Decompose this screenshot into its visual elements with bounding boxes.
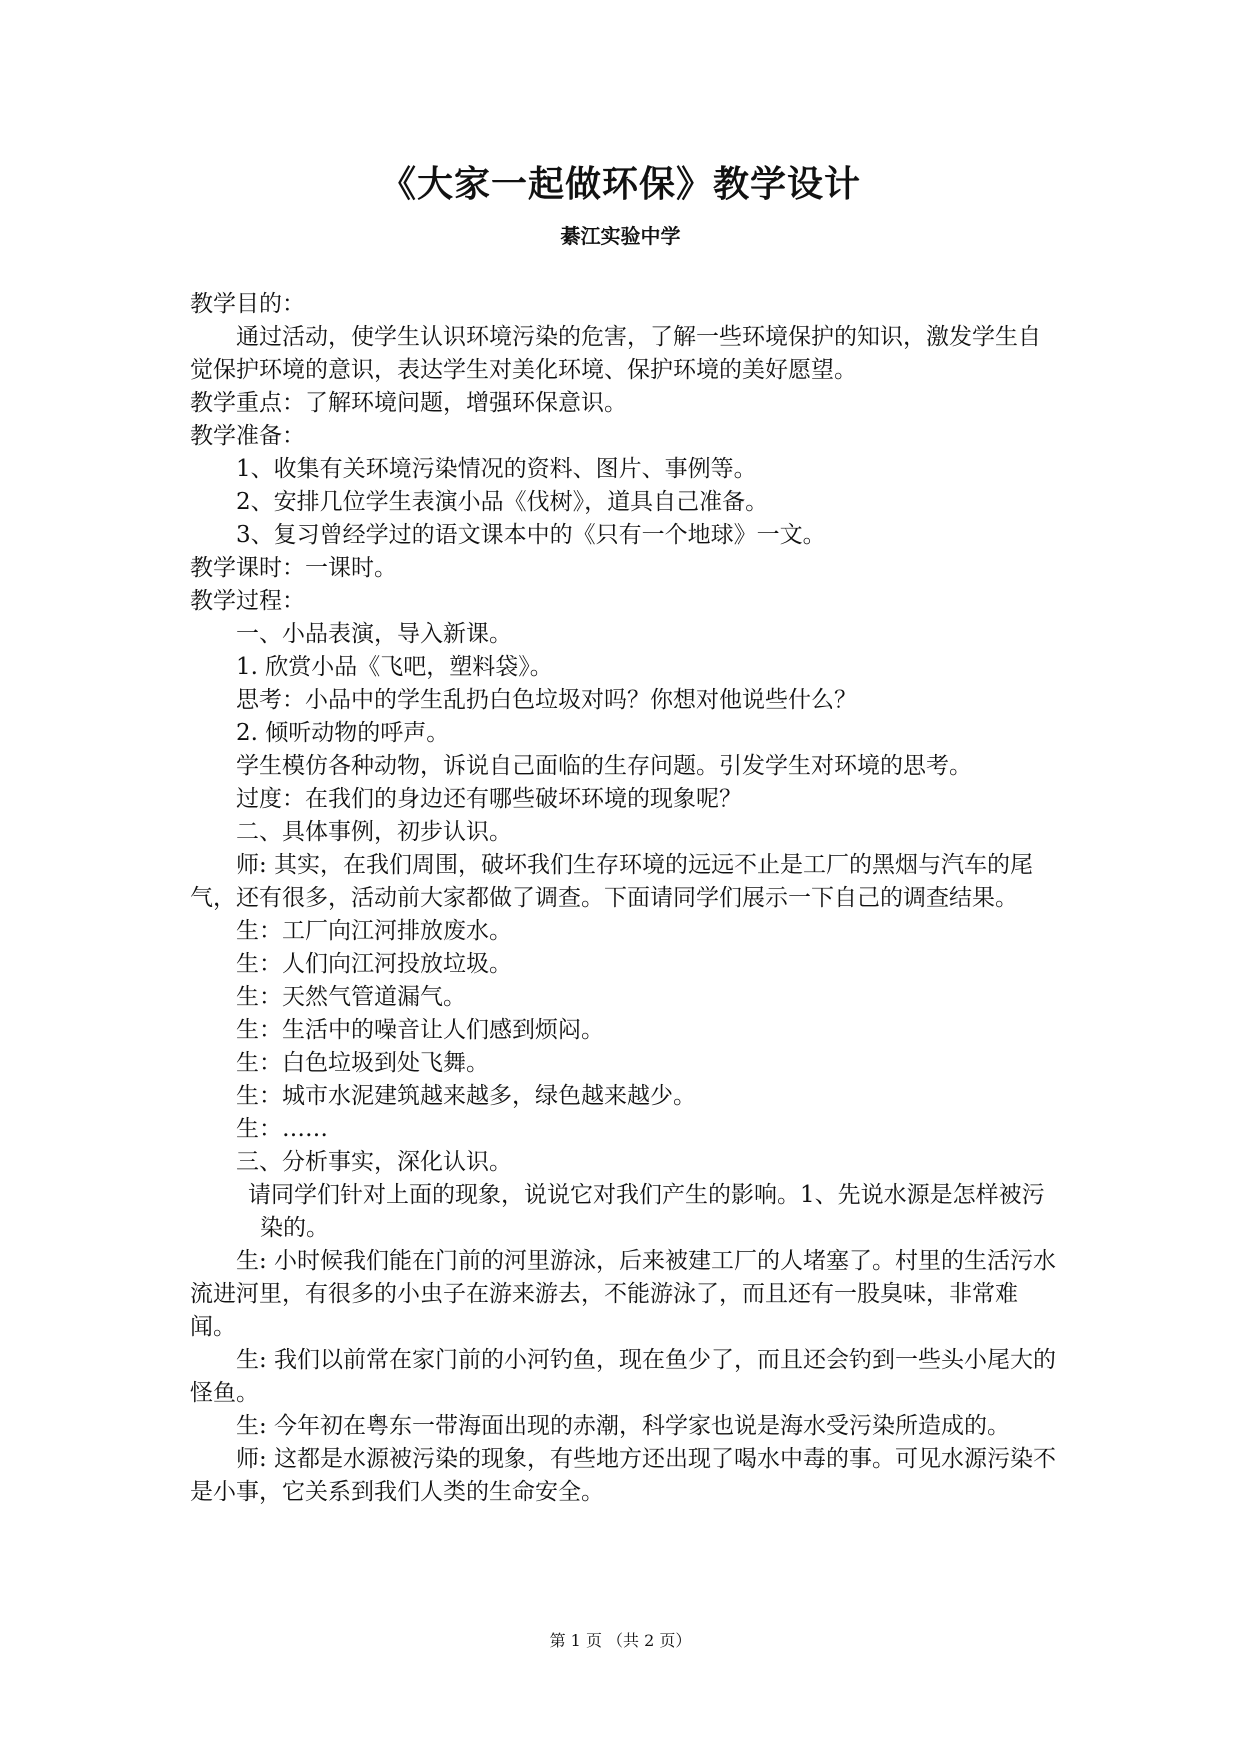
paragraph: 2. 倾听动物的呼声。: [236, 720, 450, 746]
paragraph: 生：生活中的噪音让人们感到烦闷。: [236, 1017, 604, 1043]
page-footer: 第 1 页 （共 2 页）: [549, 1631, 692, 1650]
paragraph: 过度：在我们的身边还有哪些破坏环境的现象呢？: [236, 786, 742, 812]
paragraph: 生：……: [236, 1116, 328, 1142]
paragraph: 教学目的：: [190, 291, 305, 317]
document-title: 《大家一起做环保》教学设计: [379, 164, 861, 205]
paragraph: 二、具体事例，初步认识。: [236, 819, 512, 845]
paragraph: 三、分析事实，深化认识。: [236, 1149, 512, 1175]
paragraph: 教学准备：: [190, 423, 305, 449]
paragraph: 请同学们针对上面的现象，说说它对我们产生的影响。1、先说水源是怎样被污染的。: [248, 1182, 1045, 1241]
paragraph: 教学课时：一课时。: [190, 555, 397, 581]
paragraph: 生：人们向江河投放垃圾。: [236, 951, 512, 977]
paragraph: 师: 其实，在我们周围，破坏我们生存环境的远远不止是工厂的黑烟与汽车的尾气，还有很多，活动前大家都做了调查。下面请同学们展示一下自己的调查结果。: [190, 852, 1034, 911]
paragraph: 教学重点：了解环境问题，增强环保意识。: [190, 390, 627, 416]
paragraph: 通过活动，使学生认识环境污染的危害，了解一些环境保护的知识，激发学生自觉保护环境的意识，表达学生对美化环境、保护环境的美好愿望。: [190, 324, 1041, 383]
paragraph: 1、收集有关环境污染情况的资料、图片、事例等。: [236, 456, 757, 482]
paragraph: 师: 这都是水源被污染的现象，有些地方还出现了喝水中毒的事。可见水源污染不是小事，它关系到我们人类的生命安全。: [190, 1446, 1057, 1505]
paragraph: 学生模仿各种动物，诉说自己面临的生存问题。引发学生对环境的思考。: [236, 753, 972, 779]
paragraph: 3、复习曾经学过的语文课本中的《只有一个地球》一文。: [236, 522, 826, 548]
paragraph: 生：白色垃圾到处飞舞。: [236, 1050, 489, 1076]
paragraph: 思考：小品中的学生乱扔白色垃圾对吗？你想对他说些什么？: [236, 687, 857, 713]
paragraph: 生：工厂向江河排放废水。: [236, 918, 512, 944]
paragraph: 生：天然气管道漏气。: [236, 984, 466, 1010]
paragraph: 教学过程：: [190, 588, 305, 614]
paragraph: 1. 欣赏小品《飞吧，塑料袋》。: [236, 654, 553, 680]
paragraph: 2、安排几位学生表演小品《伐树》，道具自己准备。: [236, 489, 769, 515]
paragraph: 生：城市水泥建筑越来越多，绿色越来越少。: [236, 1083, 696, 1109]
paragraph: 生: 我们以前常在家门前的小河钓鱼，现在鱼少了，而且还会钓到一些头小尾大的怪鱼。: [190, 1347, 1057, 1406]
paragraph: 生: 小时候我们能在门前的河里游泳，后来被建工厂的人堵塞了。村里的生活污水流进河里，有很多的小虫子在游来游去，不能游泳了，而且还有一股臭味，非常难闻。: [190, 1248, 1057, 1340]
document-body: [190, 288, 1060, 1509]
paragraph: 一、小品表演，导入新课。: [236, 621, 512, 647]
document-subtitle: 綦江实验中学: [560, 224, 681, 248]
paragraph: 生: 今年初在粤东一带海面出现的赤潮，科学家也说是海水受污染所造成的。: [236, 1413, 1011, 1439]
